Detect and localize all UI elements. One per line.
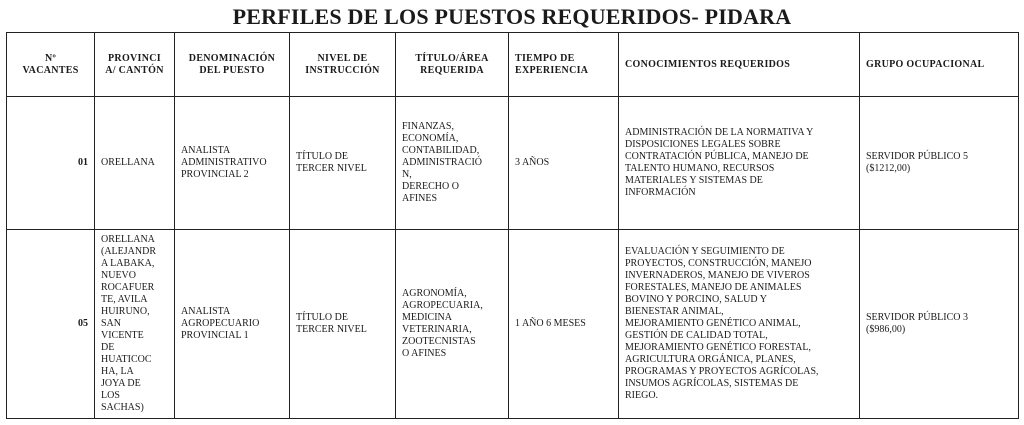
header-grupo-ocupacional: GRUPO OCUPACIONAL (860, 33, 1019, 97)
profiles-table (6, 32, 1019, 419)
document-title: PERFILES DE LOS PUESTOS REQUERIDOS- PIDARA (232, 4, 792, 29)
header-conocimientos: CONOCIMIENTOS REQUERIDOS (619, 33, 860, 97)
cell-puesto: ANALISTA AGROPECUARIO PROVINCIAL 1 (175, 230, 290, 419)
header-tiempo-experiencia: TIEMPO DE EXPERIENCIA (509, 33, 619, 97)
header-vacantes: Nº VACANTES (7, 33, 95, 97)
header-nivel-instruccion: NIVEL DE INSTRUCCIÓN (290, 33, 396, 97)
table-row (7, 230, 1019, 419)
cell-experiencia: 1 AÑO 6 MESES (509, 230, 619, 419)
table-row (7, 97, 1019, 230)
cell-instruccion: TÍTULO DE TERCER NIVEL (290, 97, 396, 230)
cell-conocimientos: ADMINISTRACIÓN DE LA NORMATIVA Y DISPOSICIONES LEGALES SOBRE CONTRATACIÓN PÚBLICA, MANEJO DE TALENTO HUMANO, RECURSOS MATERIALES Y SISTEMAS DE INFORMACIÓN (619, 97, 860, 230)
table-header-row (7, 33, 1019, 97)
cell-grupo: SERVIDOR PÚBLICO 3 ($986,00) (860, 230, 1019, 419)
cell-grupo: SERVIDOR PÚBLICO 5 ($1212,00) (860, 97, 1019, 230)
header-titulo-area: TÍTULO/ÁREA REQUERIDA (396, 33, 509, 97)
cell-provincia: ORELLANA (95, 97, 175, 230)
header-denominacion: DENOMINACIÓN DEL PUESTO (175, 33, 290, 97)
cell-titulo: FINANZAS, ECONOMÍA, CONTABILIDAD, ADMINISTRACIÓ N, DERECHO O AFINES (396, 97, 509, 230)
cell-vacantes: 01 (7, 97, 95, 230)
cell-titulo: AGRONOMÍA, AGROPECUARIA, MEDICINA VETERINARIA, ZOOTECNISTAS O AFINES (396, 230, 509, 419)
cell-provincia: ORELLANA (ALEJANDR A LABAKA, NUEVO ROCAFUER TE, AVILA HUIRUNO, SAN VICENTE DE HUATICOC HA, LA JOYA DE LOS SACHAS) (95, 230, 175, 419)
cell-instruccion: TÍTULO DE TERCER NIVEL (290, 230, 396, 419)
cell-experiencia: 3 AÑOS (509, 97, 619, 230)
header-provincia: PROVINCI A/ CANTÓN (95, 33, 175, 97)
cell-conocimientos: EVALUACIÓN Y SEGUIMIENTO DE PROYECTOS, CONSTRUCCIÓN, MANEJO INVERNADEROS, MANEJO DE VIVEROS FORESTALES, MANEJO DE ANIMALES BOVINO Y PORCINO, SALUD Y BIENESTAR ANIMAL, MEJORAMIENTO GENÉTICO ANIMAL, GESTIÓN DE CALIDAD TOTAL, MEJORAMIENTO GENÉTICO FORESTAL, AGRICULTURA ORGÁNICA, PLANES, PROGRAMAS Y PROYECTOS AGRÍCOLAS, INSUMOS AGRÍCOLAS, SISTEMAS DE RIEGO. (619, 230, 860, 419)
cell-vacantes: 05 (7, 230, 95, 419)
cell-puesto: ANALISTA ADMINISTRATIVO PROVINCIAL 2 (175, 97, 290, 230)
